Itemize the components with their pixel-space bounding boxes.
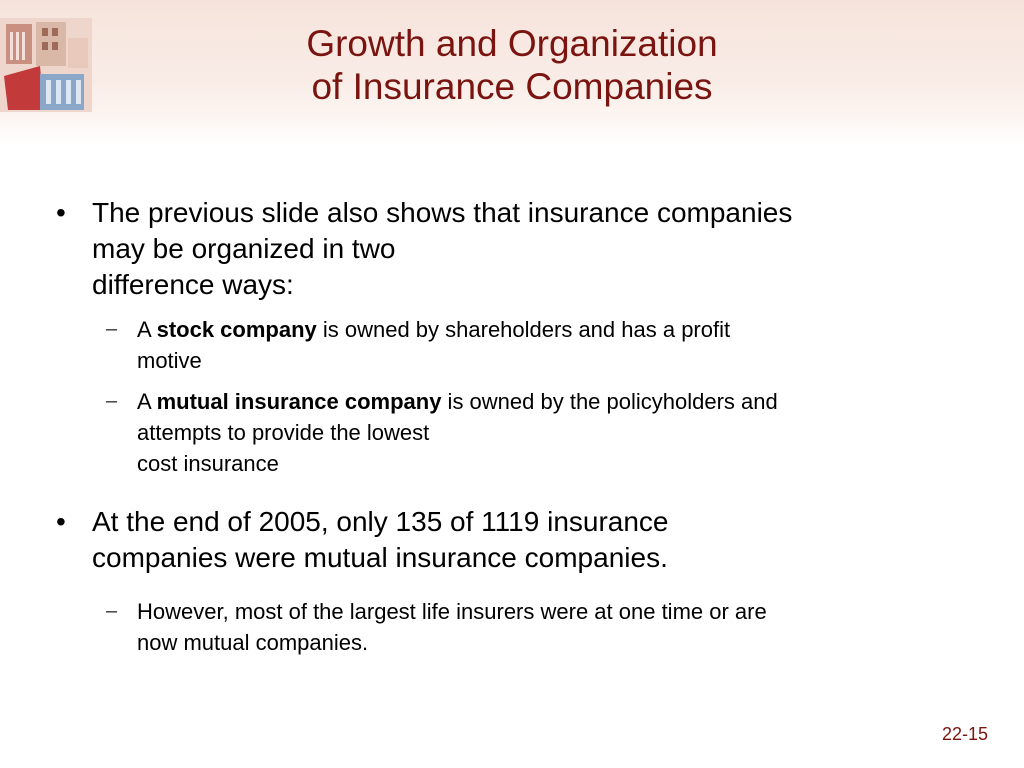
bullet-item-1	[92, 195, 792, 303]
title-line-1: Growth and Organization	[306, 23, 718, 64]
sub-prefix: A	[137, 389, 157, 414]
sub-text-line-2: now mutual companies.	[137, 630, 369, 655]
term-stock-company: stock company	[156, 317, 317, 342]
bullet-1-line-2: may be organized in two	[92, 233, 396, 264]
bullet-1-line-1: The previous slide also shows that insurance companies	[92, 197, 793, 228]
sub-bullet-marker: –	[106, 390, 118, 412]
sub-item-stock-company	[137, 314, 730, 376]
bullet-item-2	[92, 504, 669, 576]
title-line-2: of Insurance Companies	[311, 66, 713, 107]
sub-item-mutual-company	[137, 386, 778, 479]
sub-text-line-2: attempts to provide the lowest	[137, 420, 430, 445]
bullet-marker: •	[56, 197, 66, 228]
sub-text: is owned by shareholders and has a profit	[316, 317, 731, 342]
bullet-marker: •	[56, 506, 66, 537]
page-number: 22-15	[941, 724, 988, 744]
bullet-1-line-3: difference ways:	[92, 269, 294, 300]
sub-text-line-3: cost insurance	[137, 451, 279, 476]
sub-item-largest-insurers	[137, 596, 767, 658]
bullet-2-line-1: At the end of 2005, only 135 of 1119 insurance	[92, 506, 669, 537]
sub-bullet-marker: –	[106, 318, 118, 340]
bullet-2-line-2: companies were mutual insurance companies.	[92, 542, 668, 573]
sub-text-line-2: motive	[137, 348, 202, 373]
sub-text: is owned by the policyholders and	[441, 389, 778, 414]
sub-text-line-1: However, most of the largest life insurers were at one time or are	[137, 599, 767, 624]
sub-bullet-marker: –	[106, 600, 118, 622]
term-mutual-insurance-company: mutual insurance company	[156, 389, 442, 414]
sub-prefix: A	[137, 317, 157, 342]
slide-title	[0, 22, 1024, 108]
